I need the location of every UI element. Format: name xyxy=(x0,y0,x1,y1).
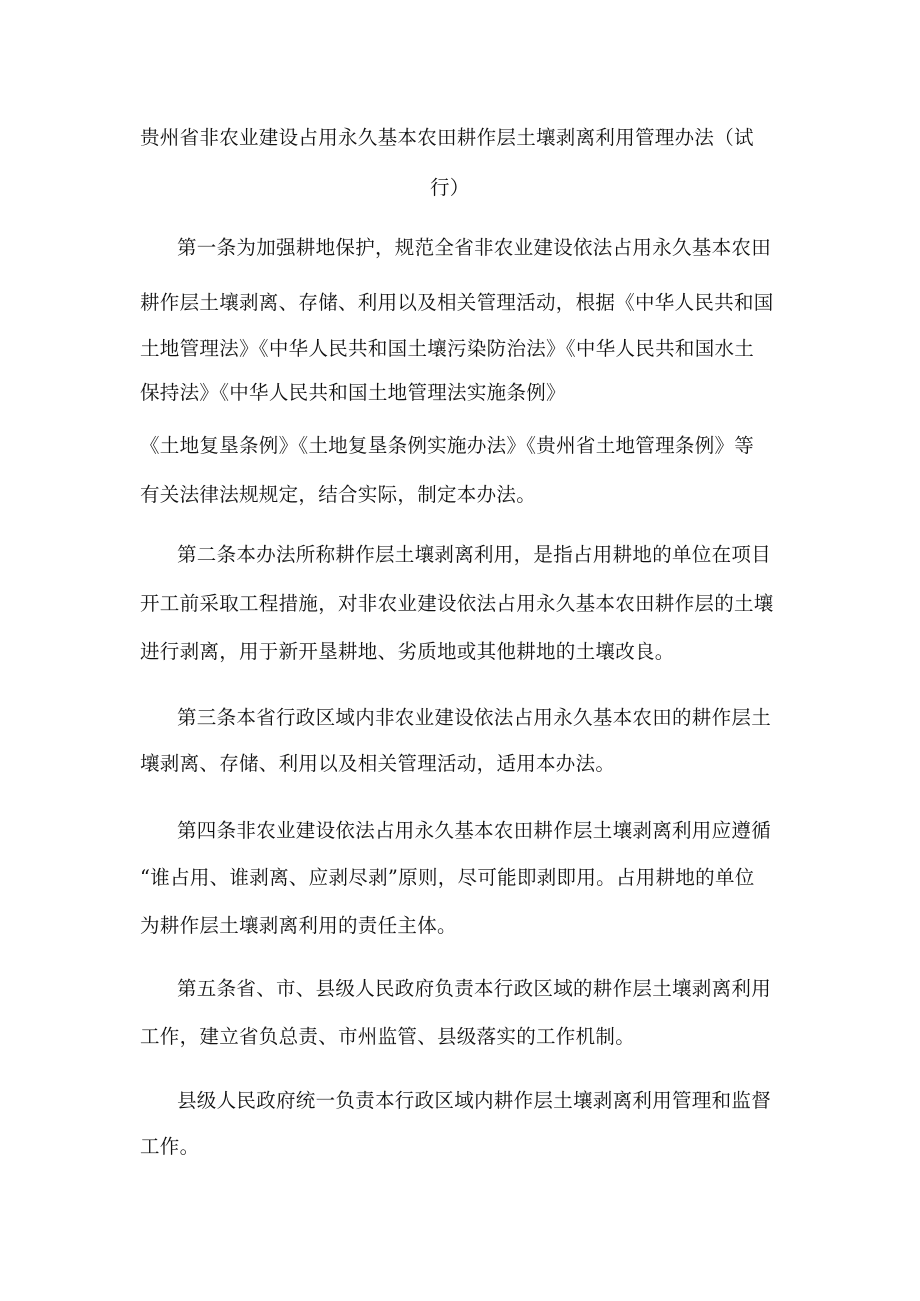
paragraph-1-line-3: 土地管理法》《中华人民共和国土壤污染防治法》《中华人民共和国水土 xyxy=(140,337,755,360)
paragraph-5-line-1: 第五条省、市、县级人民政府负责本行政区域的耕作层土壤剥离利用 xyxy=(177,977,772,1000)
paragraph-1-line-2: 耕作层土壤剥离、存储、利用以及相关管理活动，根据《中华人民共和国 xyxy=(140,291,774,314)
paragraph-5-line-2: 工作，建立省负总责、市州监管、县级落实的工作机制。 xyxy=(140,1025,636,1048)
paragraph-4-line-1: 第四条非农业建设依法占用永久基本农田耕作层土壤剥离利用应遵循 xyxy=(177,819,772,842)
paragraph-1-line-4: 保持法》《中华人民共和国土地管理法实施条例》 xyxy=(140,381,566,404)
paragraph-1-line-5: 《土地复垦条例》《土地复垦条例实施办法》《贵州省土地管理条例》等 xyxy=(140,434,755,457)
paragraph-2-line-3: 进行剥离，用于新开垦耕地、劣质地或其他耕地的土壤改良。 xyxy=(140,640,675,663)
paragraph-2-line-1: 第二条本办法所称耕作层土壤剥离利用，是指占用耕地的单位在项目 xyxy=(177,543,772,566)
paragraph-4-line-3: 为耕作层土壤剥离利用的责任主体。 xyxy=(140,914,457,937)
paragraph-1-line-6: 有关法律法规规定，结合实际，制定本办法。 xyxy=(140,483,537,506)
paragraph-1-line-1: 第一条为加强耕地保护，规范全省非农业建设依法占用永久基本农田 xyxy=(177,236,772,259)
paragraph-3-line-2: 壤剥离、存储、利用以及相关管理活动，适用本办法。 xyxy=(140,752,616,775)
document-title-line-1: 贵州省非农业建设占用永久基本农田耕作层土壤剥离利用管理办法（试 xyxy=(140,126,754,149)
paragraph-6-line-2: 工作。 xyxy=(140,1135,200,1158)
paragraph-2-line-2: 开工前采取工程措施，对非农业建设依法占用永久基本农田耕作层的土壤 xyxy=(140,592,774,615)
document-title-line-2: 行） xyxy=(430,176,470,199)
paragraph-6-line-1: 县级人民政府统一负责本行政区域内耕作层土壤剥离利用管理和监督 xyxy=(177,1089,772,1112)
paragraph-3-line-1: 第三条本省行政区域内非农业建设依法占用永久基本农田的耕作层土 xyxy=(177,706,772,729)
paragraph-4-line-2: “谁占用、谁剥离、应剥尽剥”原则，尽可能即剥即用。占用耕地的单位 xyxy=(140,866,755,889)
